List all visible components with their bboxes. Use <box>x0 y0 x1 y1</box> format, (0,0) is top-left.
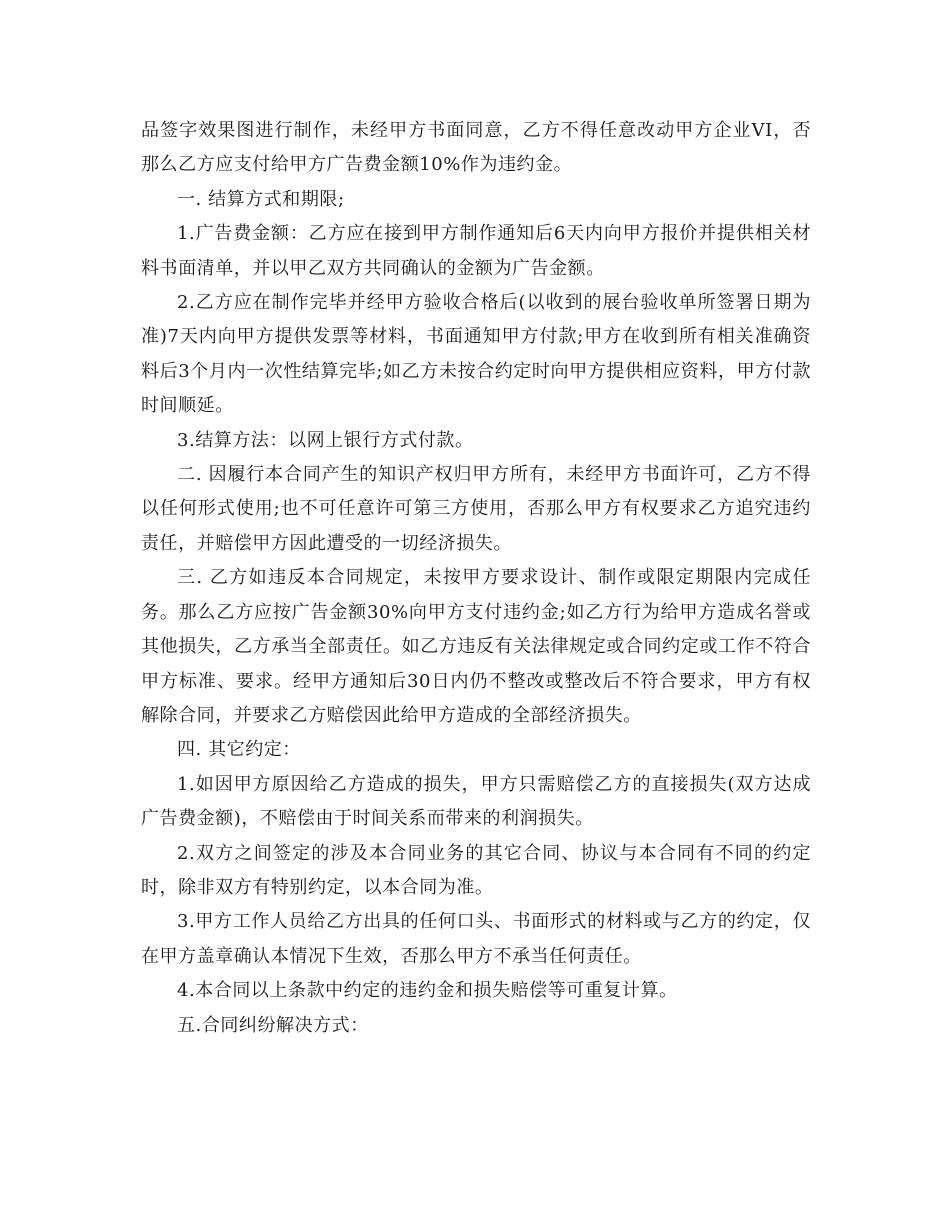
clause-staff-statements: 3.甲方工作人员给乙方出具的任何口头、书面形式的材料或与乙方的约定，仅在甲方盖章确认本情况下生效，否那么甲方不承当任何责任。 <box>141 911 811 967</box>
clause-cumulative-penalties: 4.本合同以上条款中约定的违约金和损失赔偿等可重复计算。 <box>177 980 678 1002</box>
section-heading-other-terms: 四. 其它约定： <box>177 739 301 761</box>
clause-contract-precedence: 2.双方之间签定的涉及本合同业务的其它合同、协议与本合同有不同的约定时，除非双方有特别约定，以本合同为准。 <box>141 842 811 898</box>
section-heading-dispute-resolution: 五.合同纠纷解决方式： <box>177 1014 369 1036</box>
clause-invoice-payment: 2.乙方应在制作完毕并经甲方验收合格后(以收到的展台验收单所签署日期为准)7天内向甲方提供发票等材料，书面通知甲方付款;甲方在收到所有相关准确资料后3个月内一次性结算完毕;如乙方未按合约定时向甲方提供相应资料，甲方付款时间顺延。 <box>141 292 811 417</box>
clause-ad-fee-amount: 1.广告费金额：乙方应在接到甲方制作通知后6天内向甲方报价并提供相关材料书面清单，并以甲乙双方共同确认的金额为广告金额。 <box>141 223 811 279</box>
document-body <box>141 114 811 1043</box>
section-intellectual-property: 二. 因履行本合同产生的知识产权归甲方所有，未经甲方书面许可，乙方不得以任何形式使用;也不可任意许可第三方使用，否那么甲方有权要求乙方追究违约责任，并赔偿甲方因此遭受的一切经济损失。 <box>141 464 811 554</box>
section-heading-settlement: 一. 结算方式和期限; <box>177 188 345 210</box>
clause-direct-loss: 1.如因甲方原因给乙方造成的损失，甲方只需赔偿乙方的直接损失(双方达成广告费金额)，不赔偿由于时间关系而带来的利润损失。 <box>141 773 811 830</box>
clause-settlement-method: 3.结算方法：以网上银行方式付款。 <box>177 429 474 451</box>
section-breach-liability: 三. 乙方如违反本合同规定，未按甲方要求设计、制作或限定期限内完成任务。那么乙方应按广告金额30%向甲方支付违约金;如乙方行为给甲方造成名誉或其他损失，乙方承当全部责任。如乙方违反有关法律规定或合同约定或工作不符合甲方标准、要求。经甲方通知后30日内仍不整改或整改后不符合要求，甲方有权解除合同，并要求乙方赔偿因此给甲方造成的全部经济损失。 <box>141 567 811 726</box>
paragraph-continuation: 品签字效果图进行制作，未经甲方书面同意，乙方不得任意改动甲方企业VI，否那么乙方应支付给甲方广告费金额10%作为违约金。 <box>141 120 811 176</box>
